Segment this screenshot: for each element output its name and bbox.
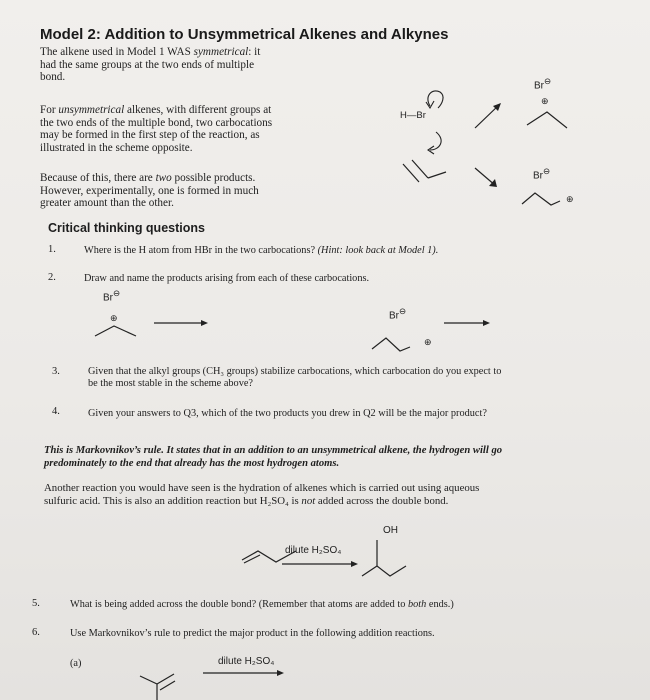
q6-number: 6.	[32, 627, 40, 638]
hydration-not: not	[301, 495, 316, 507]
rule-line-2: predominately to the end that already has the most hydrogen atoms.	[44, 458, 340, 469]
p1-text-b: : it	[248, 46, 261, 58]
p1-line-3: bond.	[40, 71, 66, 83]
p1-line-2: had the same groups at the two ends of multiple	[40, 58, 255, 71]
q2-bromide-2	[389, 306, 406, 321]
p3-line-2: However, experimentally, one is formed in much	[40, 184, 259, 197]
hydration-line-2	[44, 495, 479, 508]
rule-line-1: This is Markovnikov’s rule. It states that in an addition to an unsymmetrical alkene, the hydrogen will go	[44, 445, 503, 456]
q2-bromide-1	[103, 288, 120, 303]
bromide-top-charge: ⊖	[544, 76, 551, 86]
bromide-bottom-charge: ⊖	[543, 166, 550, 176]
p3-line-3: greater amount than the other.	[40, 197, 174, 209]
q2-text: Draw and name the products arising from each of these carbocations.	[84, 273, 370, 284]
cation-bottom-charge: ⊕	[566, 194, 574, 204]
q5-both: both	[407, 599, 427, 610]
p2-text-a: For	[40, 104, 56, 116]
q2-arrowhead-2	[483, 320, 490, 326]
q2-bromide-1-charge: ⊖	[113, 288, 120, 298]
hydration-line-2b: added across the double bond.	[317, 495, 449, 507]
q3-number: 3.	[52, 366, 60, 377]
markovnikov-rule	[44, 444, 502, 470]
q2-number: 2.	[48, 272, 56, 283]
q2-bromide-2-charge: ⊖	[399, 306, 406, 316]
hydration-line-2a: sulfuric acid. This is also an addition reaction but H₂SO₄ is	[44, 495, 299, 507]
hydration-arrowhead	[351, 561, 358, 567]
q5-text-a: What is being added across the double bond? (Remember that atoms are added to	[70, 599, 406, 610]
alkene-chain	[428, 172, 446, 178]
q6a-arrowhead	[277, 670, 284, 676]
alkene-double-bond	[403, 164, 419, 182]
cation-top-charge: ⊕	[541, 96, 549, 106]
q5-text-b: ends.)	[428, 599, 454, 610]
curly-arrow-top	[428, 91, 443, 108]
reagent-hbr: H—Br	[400, 110, 426, 121]
q1-hint: (Hint: look back at Model 1).	[317, 245, 439, 256]
q6a-alkene	[140, 676, 157, 700]
hydration-double-bond	[244, 555, 260, 563]
bromide-bottom-label	[533, 166, 550, 181]
cation-bottom-skeleton	[522, 193, 560, 205]
q2-cation-1-skeleton	[95, 326, 136, 336]
q4-number: 4.	[52, 406, 60, 417]
q1-text	[84, 245, 438, 257]
arrowhead-cation-bottom	[489, 179, 497, 187]
page-title: Model 2: Addition to Unsymmetrical Alkenes and Alkynes	[40, 26, 449, 43]
q2-cation-1-charge: ⊕	[110, 313, 118, 323]
alkene-bond	[412, 160, 428, 178]
bromide-top-label	[534, 76, 551, 91]
p2-line-4: illustrated in the scheme opposite.	[40, 141, 193, 154]
q3-line-1: Given that the alkyl groups (CH₃ groups) stabilize carbocations, which carbocation do you expect to	[88, 366, 502, 377]
q2-arrowhead-1	[201, 320, 208, 326]
q2-cation-2-charge: ⊕	[424, 337, 432, 347]
q5-text	[70, 599, 454, 611]
q1-question: Where is the H atom from HBr in the two carbocations?	[84, 245, 316, 256]
bromide-bottom-text: Br	[533, 170, 543, 182]
p1-text-a: The alkene used in Model 1 WAS	[40, 46, 191, 58]
bromide-top-text: Br	[534, 80, 544, 92]
q4-text: Given your answers to Q3, which of the two products you drew in Q2 will be the major product?	[88, 408, 487, 419]
q6a-reagent: dilute H₂SO₄	[218, 656, 275, 667]
p3-text-a: Because of this, there are	[40, 172, 153, 184]
q1-number: 1.	[48, 244, 56, 255]
cation-top-skeleton	[527, 112, 567, 128]
hydration-oh-label: OH	[383, 525, 398, 536]
q2-bromide-1-text: Br	[103, 292, 113, 304]
q3-line-2: be the most stable in the scheme above?	[88, 378, 253, 389]
q3-text	[88, 366, 501, 390]
p3-two: two	[155, 172, 172, 184]
hydration-paragraph	[44, 482, 479, 508]
p2-line-3: may be formed in the first step of the reaction, as	[40, 129, 260, 141]
hydration-line-1: Another reaction you would have seen is the hydration of alkenes which is carried out using aqueous	[44, 482, 480, 494]
q6a-double-bond	[160, 681, 175, 690]
critical-heading: Critical thinking questions	[48, 221, 205, 235]
p2-text-b: alkenes, with different groups at	[127, 104, 272, 116]
p2-unsymmetrical: unsymmetrical	[58, 104, 125, 116]
q6-text: Use Markovnikov’s rule to predict the major product in the following addition reactions.	[70, 628, 435, 639]
q6a-label: (a)	[70, 658, 82, 669]
q5-number: 5.	[32, 598, 40, 609]
p2-line-2: the two ends of the multiple bond, two carbocations	[40, 116, 273, 129]
p1-symmetrical: symmetrical	[193, 46, 249, 58]
hydration-product	[362, 566, 406, 576]
q2-cation-2-skeleton	[372, 338, 410, 351]
p3-text-b: possible products.	[174, 172, 256, 184]
curly-arrowhead-top	[426, 101, 434, 108]
hydration-reagent: dilute H₂SO₄	[285, 545, 342, 556]
q2-bromide-2-text: Br	[389, 310, 399, 322]
